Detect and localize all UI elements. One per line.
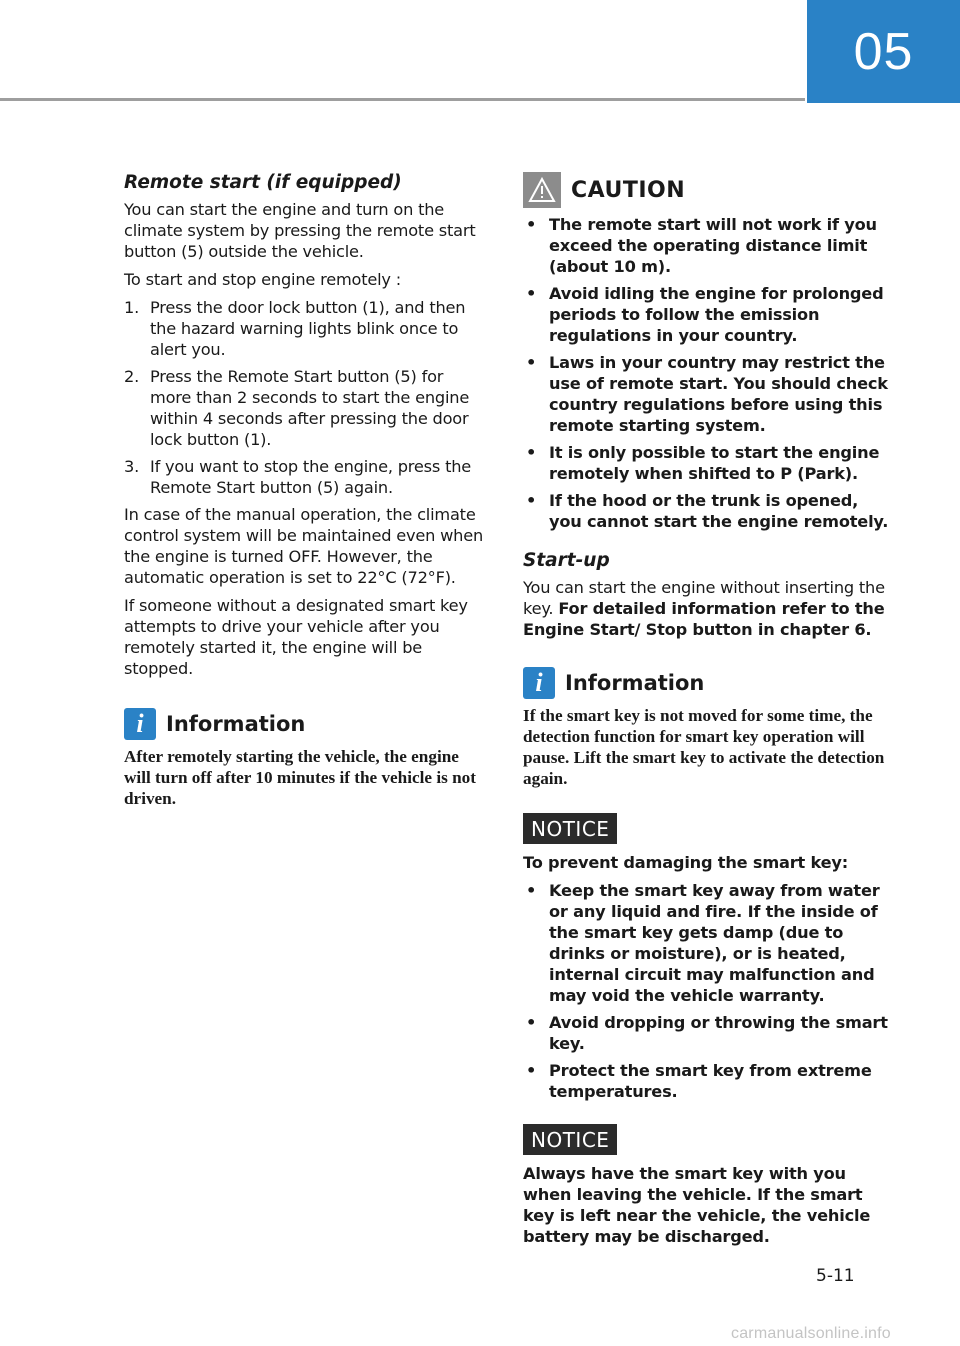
header-rule bbox=[0, 98, 805, 101]
notice-item: • Protect the smart key from extreme temperatures. bbox=[526, 1061, 872, 1101]
caution-item: • It is only possible to start the engine remotely when shifted to P (Park). bbox=[526, 443, 880, 483]
watermark: carmanualsonline.info bbox=[731, 1325, 891, 1342]
caution-item: • Avoid idling the engine for prolonged periods to follow the emission regulations in your country. bbox=[526, 284, 884, 345]
page-number: 5-11 bbox=[816, 1266, 855, 1286]
information-text: After remotely starting the vehicle, the engine will turn off after 10 minutes if the vehicle is not driven. bbox=[124, 747, 476, 808]
caution-item: • If the hood or the trunk is opened, you cannot start the engine remotely. bbox=[526, 491, 889, 531]
warning-triangle-icon bbox=[523, 172, 561, 208]
startup-heading: Start-up bbox=[523, 550, 610, 571]
chapter-tab bbox=[807, 0, 960, 103]
step-item: 3. If you want to stop the engine, press the Remote Start button (5) again. bbox=[124, 457, 472, 497]
right-column bbox=[523, 172, 891, 1254]
notice-badge: NOTICE bbox=[523, 813, 617, 844]
caution-title: CAUTION bbox=[571, 177, 686, 203]
smart-key-warning-paragraph: If someone without a designated smart key attempts to drive your vehicle after you remotely started it, the engine will be stopped. bbox=[124, 596, 468, 678]
notice-list bbox=[523, 880, 891, 1102]
caution-list bbox=[523, 214, 891, 532]
remote-start-steps bbox=[124, 297, 489, 498]
information-text: If the smart key is not moved for some time, the detection function for smart key operation will pause. Lift the smart key to activate the detection again. bbox=[523, 706, 885, 788]
notice-text: Always have the smart key with you when leaving the vehicle. If the smart key is left near the vehicle, the vehicle battery may be discharged. bbox=[523, 1164, 871, 1246]
remote-start-intro: You can start the engine and turn on the climate system by pressing the remote start button (5) outside the vehicle. bbox=[124, 200, 476, 261]
chapter-number: 05 bbox=[853, 22, 914, 81]
notice-lead: To prevent damaging the smart key: bbox=[523, 853, 849, 872]
information-title: Information bbox=[166, 712, 306, 736]
information-header-right bbox=[523, 667, 891, 699]
remote-start-heading: Remote start (if equipped) bbox=[124, 172, 402, 193]
notice-item: • Keep the smart key away from water or any liquid and fire. If the inside of the smart key gets damp (due to drinks or moisture), or is heated, internal circuit may malfunction and may void the vehicle warranty. bbox=[526, 881, 880, 1005]
startup-paragraph: You can start the engine without inserting the key. For detailed information refer to the Engine Start/ Stop button in chapter 6. bbox=[523, 578, 885, 639]
notice-badge: NOTICE bbox=[523, 1124, 617, 1155]
left-column bbox=[124, 172, 489, 809]
information-title: Information bbox=[565, 671, 705, 695]
manual-operation-paragraph: In case of the manual operation, the climate control system will be maintained even when the engine is turned OFF. However, the automatic operation is set to 22°C (72°F). bbox=[124, 505, 484, 587]
steps-lead: To start and stop engine remotely : bbox=[124, 270, 402, 289]
step-item: 2. Press the Remote Start button (5) for more than 2 seconds to start the engine within 4 seconds after pressing the door lock button (1). bbox=[124, 367, 470, 449]
caution-item: • The remote start will not work if you exceed the operating distance limit (about 10 m). bbox=[526, 215, 877, 276]
step-item: 1. Press the door lock button (1), and then the hazard warning lights blink once to alert you. bbox=[124, 298, 466, 359]
notice-item: • Avoid dropping or throwing the smart key. bbox=[526, 1013, 888, 1053]
info-icon: i bbox=[523, 667, 555, 699]
caution-item: • Laws in your country may restrict the use of remote start. You should check country regulations before using this remote starting system. bbox=[526, 353, 888, 435]
information-header bbox=[124, 708, 489, 740]
caution-header bbox=[523, 172, 891, 208]
info-icon: i bbox=[124, 708, 156, 740]
